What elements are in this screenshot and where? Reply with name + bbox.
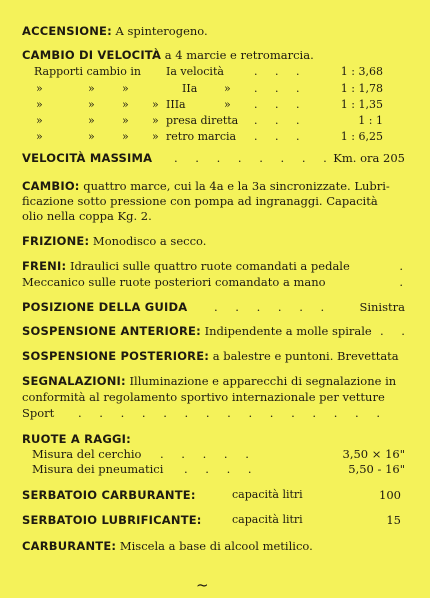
- sosp-anteriore-dots: . .: [380, 324, 412, 338]
- ditto-mark: »: [152, 130, 159, 143]
- carburante-row: [22, 539, 407, 553]
- posizione-guida-value: Sinistra: [359, 300, 405, 314]
- accensione-row: [22, 24, 407, 38]
- ditto-mark: »: [36, 130, 43, 143]
- frizione-text: Monodisco a secco.: [92, 234, 207, 248]
- ditto-mark: »: [88, 130, 95, 143]
- cambio-label: CAMBIO:: [22, 179, 80, 193]
- frizione-row: [22, 234, 407, 248]
- serbatoio-lubrificante-value: 15: [386, 513, 401, 527]
- gear-name: IIIa: [166, 98, 186, 111]
- posizione-guida-label: POSIZIONE DELLA GUIDA: [22, 300, 188, 314]
- cambio-velocita-label: CAMBIO DI VELOCITÀ: [22, 48, 162, 62]
- cambio-text-3: olio nella coppa Kg. 2.: [22, 209, 152, 223]
- gear-ratio: 1 : 1: [358, 114, 383, 127]
- gear-header: Rapporti cambio in: [34, 65, 141, 78]
- velocita-massima-dots: . . . . . . . .: [174, 151, 334, 165]
- sosp-posteriore-text: a balestre e puntoni. Brevettata: [212, 349, 399, 363]
- freni-text-2: Meccanico sulle ruote posteriori comandato a mano: [22, 275, 326, 289]
- freni-text-1: Idraulici sulle quattro ruote comandati a pedale: [69, 259, 350, 273]
- serbatoio-carburante-label: SERBATOIO CARBURANTE:: [22, 488, 196, 502]
- velocita-massima-label: VELOCITÀ MASSIMA: [22, 151, 153, 165]
- footer-mark: ~: [196, 576, 209, 594]
- segnalazioni-text-2: conformità al regolamento sportivo internazionale per vetture: [22, 390, 385, 404]
- serbatoio-lubrificante-label: SERBATOIO LUBRIFICANTE:: [22, 513, 202, 527]
- gear-name: presa diretta: [166, 114, 239, 127]
- ditto-mark: »: [122, 82, 129, 95]
- ditto-mark: »: [224, 82, 231, 95]
- trailing-dot: .: [399, 275, 403, 289]
- serbatoio-lubrificante-row: [22, 513, 407, 527]
- gear-ratio: 1 : 1,78: [340, 82, 383, 95]
- serbatoio-carburante-value: 100: [379, 488, 401, 502]
- ditto-mark: »: [224, 98, 231, 111]
- gear-ratio: 1 : 1,35: [340, 98, 383, 111]
- segnalazioni-text-3: Sport: [22, 406, 55, 420]
- sosp-posteriore-label: SOSPENSIONE POSTERIORE:: [22, 349, 210, 363]
- ditto-mark: »: [36, 98, 43, 111]
- gear-name: Ia velocità: [166, 65, 224, 78]
- cambio-velocita-row: [22, 48, 407, 62]
- sosp-anteriore-row: [22, 324, 412, 338]
- ditto-mark: »: [36, 82, 43, 95]
- serbatoio-carburante-cap: capacità litri: [232, 488, 303, 501]
- ruote-pneumatici-dots: . . . .: [184, 462, 259, 476]
- sosp-posteriore-row: [22, 349, 407, 363]
- segnalazioni-dots: . . . . . . . . . . . . . . .: [78, 406, 388, 420]
- segnalazioni-label: SEGNALAZIONI:: [22, 374, 126, 388]
- posizione-guida-row: [22, 300, 407, 314]
- gear-dots: . . .: [254, 65, 307, 78]
- ruote-cerchio-value: 3,50 × 16": [342, 447, 405, 461]
- velocita-massima-row: [22, 151, 407, 165]
- gear-ratio: 1 : 6,25: [340, 130, 383, 143]
- ditto-mark: »: [88, 114, 95, 127]
- velocita-massima-value: Km. ora 205: [333, 151, 405, 165]
- cambio-line-1: [22, 179, 407, 193]
- cambio-line-3: [22, 209, 407, 223]
- gear-dots: . . .: [254, 130, 307, 143]
- cambio-velocita-text: a 4 marcie e retromarcia.: [164, 48, 314, 62]
- segnalazioni-text-1: Illuminazione e apparecchi di segnalazione in: [129, 374, 397, 388]
- ditto-mark: »: [88, 82, 95, 95]
- freni-label: FRENI:: [22, 259, 67, 273]
- ditto-mark: »: [122, 130, 129, 143]
- gear-ratio: 1 : 3,68: [340, 65, 383, 78]
- posizione-guida-dots: . . . . . .: [214, 300, 332, 314]
- ruote-row: [22, 432, 407, 446]
- frizione-label: FRIZIONE:: [22, 234, 90, 248]
- sosp-anteriore-text: Indipendente a molle spirale: [204, 324, 372, 338]
- ruote-pneumatici-name: Misura dei pneumatici: [32, 462, 164, 476]
- segnalazioni-line-2: [22, 390, 407, 404]
- trailing-dot: .: [399, 259, 403, 273]
- freni-line-1: [22, 259, 407, 273]
- carburante-text: Miscela a base di alcool metilico.: [119, 539, 313, 553]
- freni-line-2: [22, 275, 407, 289]
- cambio-text-1: quattro marce, cui la 4a e la 3a sincronizzate. Lubri-: [83, 179, 390, 193]
- ditto-mark: »: [152, 98, 159, 111]
- gear-dots: . . .: [254, 114, 307, 127]
- accensione-text: A spinterogeno.: [115, 24, 208, 38]
- ruote-cerchio-name: Misura del cerchio: [32, 447, 142, 461]
- ruote-label: RUOTE A RAGGI:: [22, 432, 131, 446]
- cambio-text-2: ficazione sotto pressione con pompa ad ingranaggi. Capacità: [22, 194, 378, 208]
- carburante-label: CARBURANTE:: [22, 539, 117, 553]
- cambio-line-2: [22, 194, 407, 208]
- accensione-label: ACCENSIONE:: [22, 24, 112, 38]
- ditto-mark: »: [122, 114, 129, 127]
- gear-dots: . . .: [254, 98, 307, 111]
- segnalazioni-line-3: [22, 406, 407, 420]
- serbatoio-carburante-row: [22, 488, 407, 502]
- ditto-mark: »: [122, 98, 129, 111]
- gear-dots: . . .: [254, 82, 307, 95]
- gear-name: IIa: [182, 82, 198, 95]
- ditto-mark: »: [36, 114, 43, 127]
- ditto-mark: »: [88, 98, 95, 111]
- gear-name: retro marcia: [166, 130, 237, 143]
- serbatoio-lubrificante-cap: capacità litri: [232, 513, 303, 526]
- ruote-cerchio-dots: . . . . .: [160, 447, 256, 461]
- sosp-anteriore-label: SOSPENSIONE ANTERIORE:: [22, 324, 201, 338]
- segnalazioni-line-1: [22, 374, 407, 388]
- ruote-pneumatici-value: 5,50 - 16": [348, 462, 405, 476]
- ditto-mark: »: [152, 114, 159, 127]
